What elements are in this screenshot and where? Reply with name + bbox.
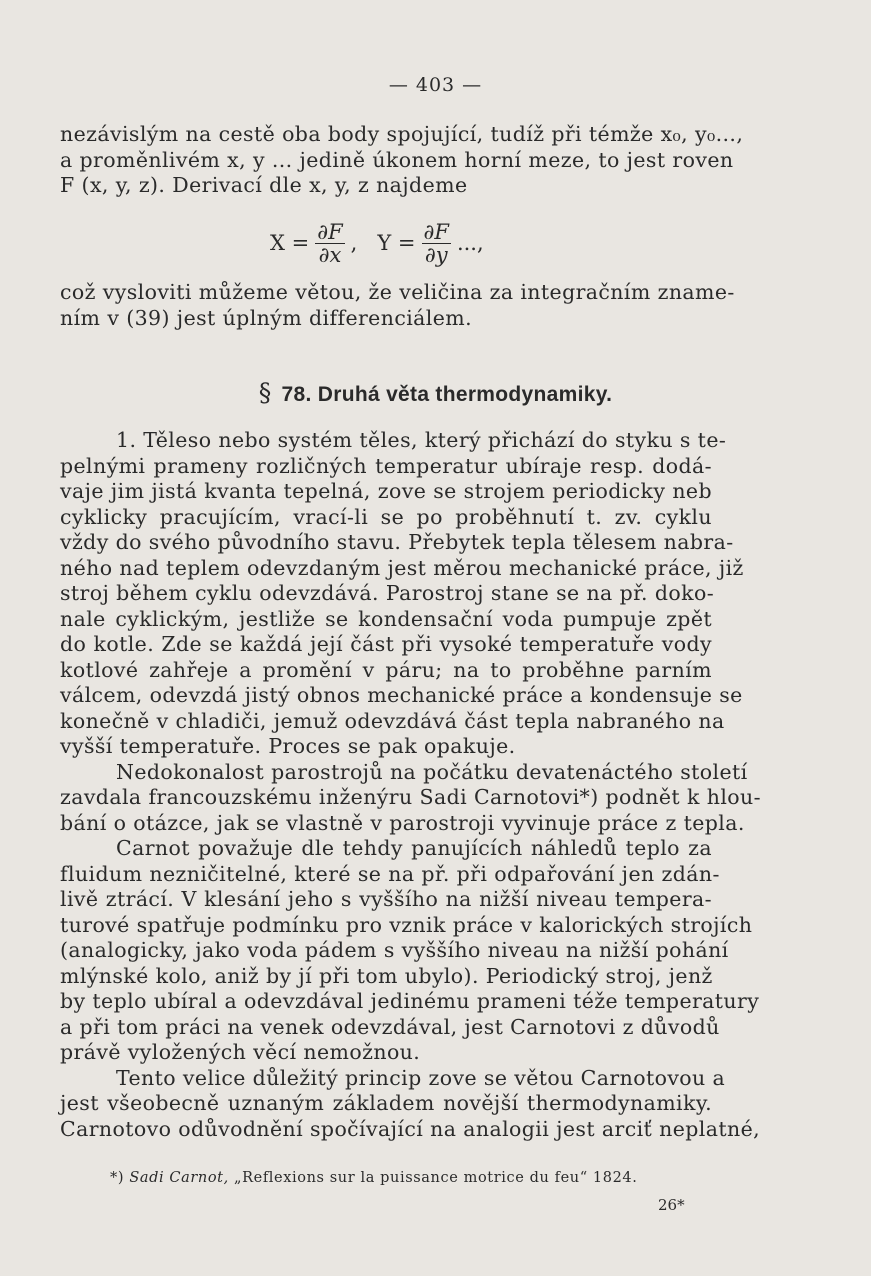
text-line: a při tom práci na venek odevzdával, jest Carnotovi z důvodů	[60, 1014, 720, 1039]
formula-lhs-x: X =	[270, 231, 310, 255]
fraction-numerator: ∂F	[423, 219, 449, 244]
formula-separator: ,	[350, 231, 358, 255]
page-number: — 403 —	[388, 74, 483, 96]
paragraph-3	[60, 428, 761, 1142]
section-heading	[0, 378, 871, 407]
signature-mark: 26*	[658, 1196, 685, 1214]
text-line: F (x, y, z). Derivací dle x, y, z najdeme	[60, 173, 468, 197]
fraction-denominator: ∂y	[424, 242, 448, 267]
text-line: by teplo ubíral a odevzdával jedinému prameni téže temperatury	[60, 989, 760, 1013]
text-line: turové spatřuje podmínku pro vznik práce v kalorických strojích	[60, 912, 753, 937]
text-line: pelnými prameny rozličných temperatur ubíraje resp. dodá-	[60, 453, 712, 478]
fraction-dfdx	[315, 221, 344, 266]
paragraph-1	[60, 122, 744, 199]
text-line: vaje jim jistá kvanta tepelná, zove se strojem periodicky neb	[60, 479, 712, 503]
text-line: vyšší temperatuře. Proces se pak opakuje.	[60, 734, 516, 758]
fraction-dfdy	[422, 221, 451, 266]
text-line: Carnotovo odůvodnění spočívající na analogii jest arciť neplatné,	[60, 1116, 761, 1141]
formula-tail: ...,	[456, 231, 484, 255]
text-line: jest všeobecně uznaným základem novější thermodynamiky.	[60, 1091, 712, 1115]
text-line: vždy do svého původního stavu. Přebytek tepla tělesem nabra-	[60, 530, 734, 554]
text-line: ného nad teplem odevzdaným jest měrou mechanické práce, již	[60, 555, 744, 580]
text-line: válcem, odevzdá jistý obnos mechanické práce a kondensuje se	[60, 683, 743, 707]
text-line: do kotle. Zde se každá její část při vysoké temperatuře vody	[60, 632, 712, 656]
section-title: 78. Druhá věta thermodynamiky.	[281, 383, 613, 406]
text-line: zavdala francouzskému inženýru Sadi Carnotovi*) podnět k hlou-	[60, 785, 761, 809]
text-line: což vysloviti můžeme větou, že veličina za integračním zname-	[60, 280, 735, 304]
text-line: 1. Těleso nebo systém těles, který přichází do styku s te-	[116, 428, 727, 452]
text-line: a proměnlivém x, y ... jedině úkonem horní meze, to jest roven	[60, 147, 734, 172]
fraction-denominator: ∂x	[318, 242, 342, 267]
text-line: Nedokonalost parostrojů na počátku devatenáctého století	[116, 759, 748, 784]
text-line: (analogicky, jako voda pádem s vyššího niveau na nižší pohání	[60, 938, 729, 962]
footnote-text: „Reflexions sur la puissance motrice du feu“ 1824.	[234, 1170, 638, 1186]
paragraph-2	[60, 280, 735, 331]
footnote-marker: *)	[110, 1170, 125, 1186]
text-line: mlýnské kolo, aniž by jí při tom ubylo). Periodický stroj, jenž	[60, 963, 713, 988]
text-line: právě vyložených věcí nemožnou.	[60, 1040, 421, 1064]
text-line: stroj během cyklu odevzdává. Parostroj stane se na př. doko-	[60, 581, 715, 605]
footnote	[110, 1170, 710, 1186]
text-line: bání o otázce, jak se vlastně v parostroji vyvinuje práce z tepla.	[60, 810, 745, 835]
derivative-formula	[270, 214, 484, 272]
formula-lhs-y: Y =	[377, 231, 416, 255]
text-line: nezávislým na cestě oba body spojující, tudíž při témže x₀, y₀...,	[60, 122, 744, 146]
text-line: fluidum nezničitelné, které se na př. při odpařování jen zdán-	[60, 861, 720, 886]
text-line: nale cyklickým, jestliže se kondensační voda pumpuje zpět	[60, 606, 712, 631]
footnote-author: Sadi Carnot,	[129, 1170, 229, 1186]
fraction-numerator: ∂F	[317, 219, 343, 244]
text-line: kotlové zahřeje a promění v páru; na to proběhne parním	[60, 657, 712, 682]
text-line: ním v (39) jest úplným differenciálem.	[60, 305, 473, 330]
text-line: cyklicky pracujícím, vrací-li se po proběhnutí t. zv. cyklu	[60, 504, 712, 529]
text-line: Carnot považuje dle tehdy panujících náhledů teplo za	[116, 836, 712, 860]
text-line: livě ztrácí. V klesání jeho s vyššího na nižší niveau tempera-	[60, 887, 712, 911]
section-symbol: §	[258, 378, 272, 407]
text-line: konečně v chladiči, jemuž odevzdává část tepla nabraného na	[60, 708, 725, 733]
text-line: Tento velice důležitý princip zove se větou Carnotovou a	[116, 1065, 726, 1090]
